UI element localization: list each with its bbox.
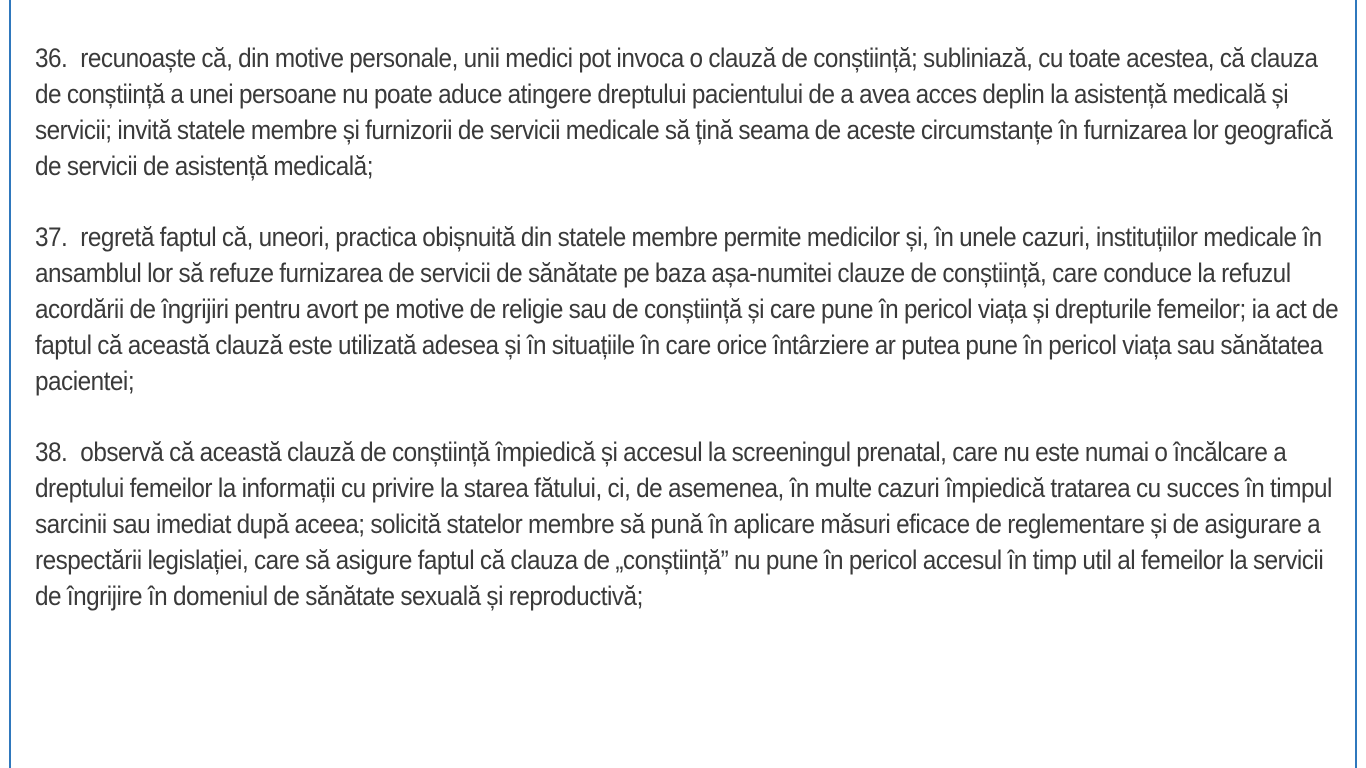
paragraph-text: recunoaște că, din motive personale, unii medici pot invoca o clauză de conștiință; subliniază, cu toate acestea, că clauza de conștiință a unei persoane nu poate aduce atingere dreptului pacientului de a avea acces deplin la asistență medicală și servicii; invită statele membre și furnizorii de servicii medicale să țină seama de aceste circumstanțe în furnizarea lor geografică de servicii de asistență medicală; [35, 43, 1333, 181]
document-frame [9, 0, 1357, 768]
paragraph-number: 38. [35, 437, 68, 467]
document-body [35, 40, 1345, 649]
paragraph-37 [35, 219, 1345, 399]
paragraph-36 [35, 40, 1345, 184]
paragraph-text: regretă faptul că, uneori, practica obișnuită din statele membre permite medicilor și, în unele cazuri, instituțiilor medicale în ansamblul lor să refuze furnizarea de servicii de sănătate pe baza așa-numitei clauze de conștiință, care conduce la refuzul acordării de îngrijiri pentru avort pe motive de religie sau de conștiință și care pune în pericol viața și drepturile femeilor; ia act de faptul că această clauză este utilizată adesea și în situațiile în care orice întârziere ar putea pune în pericol viața sau sănătatea pacientei; [35, 222, 1339, 396]
paragraph-38 [35, 434, 1345, 614]
paragraph-number: 36. [35, 43, 68, 73]
paragraph-text: observă că această clauză de conștiință împiedică și accesul la screeningul prenatal, care nu este numai o încălcare a dreptului femeilor la informații cu privire la starea fătului, ci, de asemenea, în multe cazuri împiedică tratarea cu succes în timpul sarcinii sau imediat după aceea; solicită statelor membre să pună în aplicare măsuri eficace de reglementare și de asigurare a respectării legislației, care să asigure faptul că clauza de „conștiință” nu pune în pericol accesul în timp util al femeilor la servicii de îngrijire în domeniul de sănătate sexuală și reproductivă; [35, 437, 1332, 611]
paragraph-number: 37. [35, 222, 68, 252]
